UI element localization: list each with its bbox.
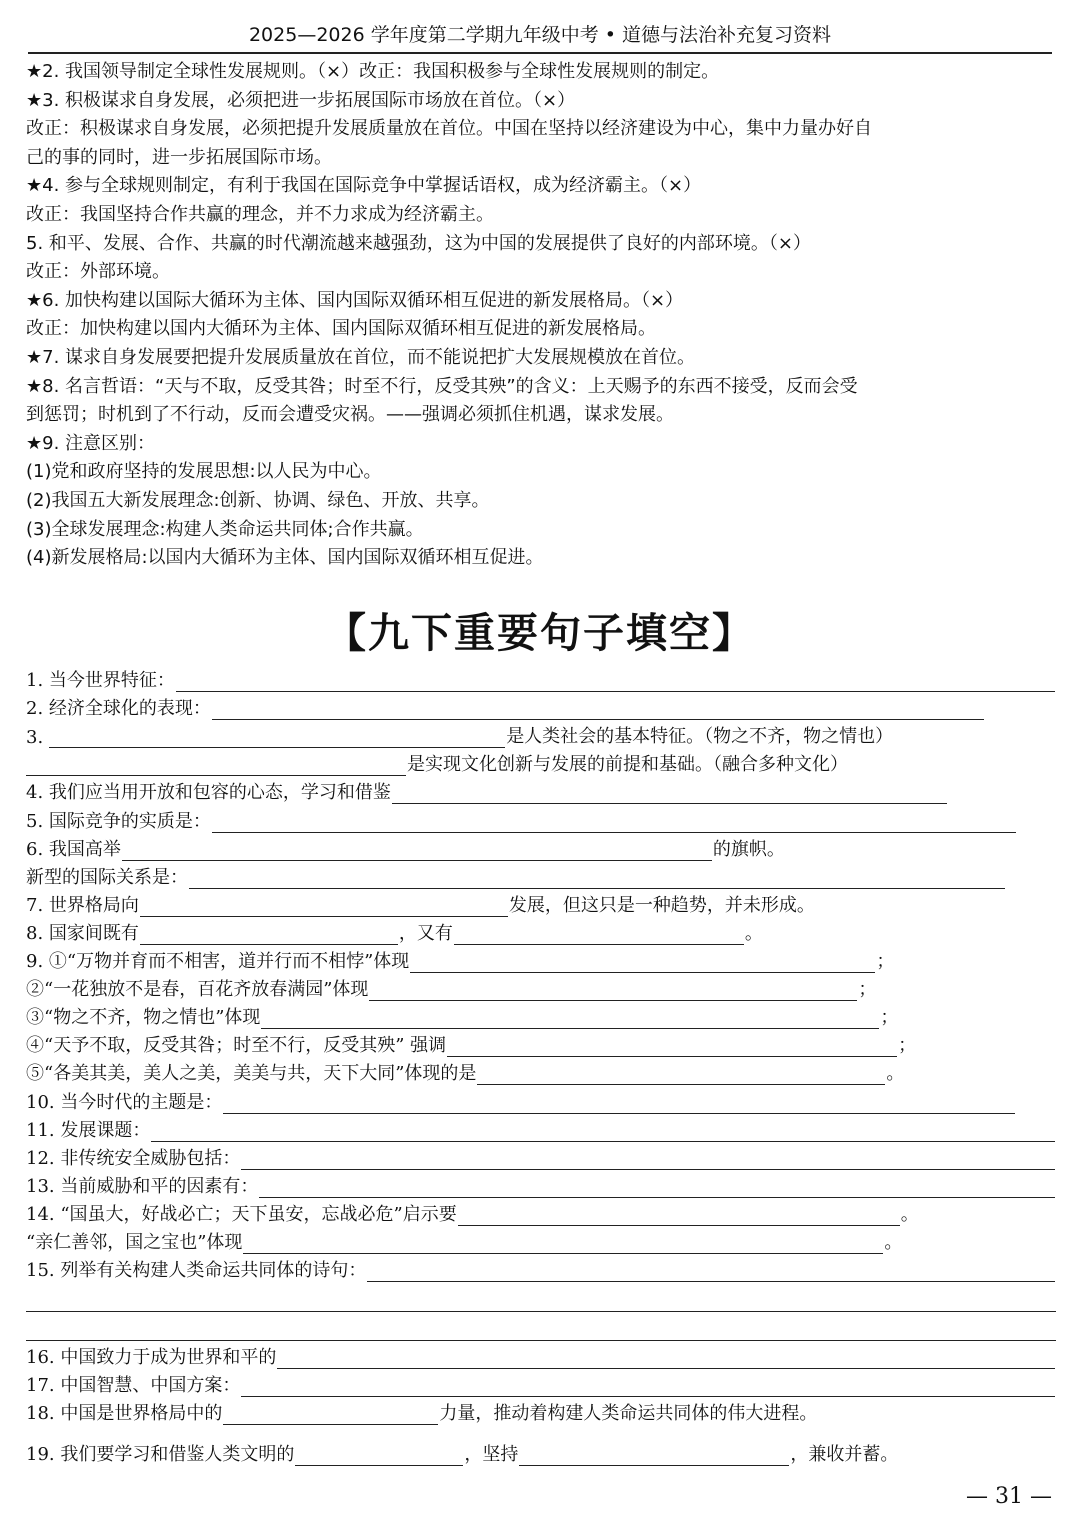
answer-blank[interactable]	[212, 812, 1016, 833]
question-9-1	[26, 945, 1056, 973]
question-18	[26, 1397, 1056, 1425]
answer-blank[interactable]	[212, 699, 984, 720]
question-3	[26, 720, 1056, 748]
question-text: 5. 国际竞争的实质是：	[26, 810, 211, 832]
answer-blank[interactable]	[49, 727, 505, 748]
answer-blank[interactable]	[392, 783, 947, 804]
punctuation: ；	[898, 1035, 917, 1057]
question-text: 9. ①“万物并育而不相害，道并行而不相悖”体现	[26, 951, 410, 973]
question-text: 1. 当今世界特征：	[26, 670, 175, 692]
question-number: 3.	[26, 727, 44, 749]
question-1	[26, 664, 1056, 692]
text-line: (2)我国五大新发展理念:创新、协调、绿色、开放、共享。	[26, 489, 490, 511]
answer-blank[interactable]	[261, 1008, 879, 1029]
question-text: ⑤“各美其美，美人之美，美美与共，天下大同”体现的是	[26, 1063, 477, 1085]
question-text: ，又有	[398, 922, 453, 944]
question-text: ，兼收并蓄。	[790, 1444, 899, 1466]
answer-blank[interactable]	[454, 924, 744, 945]
answer-blank[interactable]	[447, 1036, 897, 1057]
question-text: 19. 我们要学习和借鉴人类文明的	[26, 1444, 295, 1466]
question-text: 力量，推动着构建人类命运共同体的伟大进程。	[439, 1403, 818, 1425]
punctuation: ；	[880, 1007, 899, 1029]
question-10	[26, 1085, 1056, 1113]
question-text: 6. 我国高举	[26, 838, 121, 860]
question-text: 是人类社会的基本特征。（物之不齐，物之情也）	[506, 726, 894, 748]
question-6b	[26, 861, 1056, 889]
answer-blank[interactable]	[140, 896, 508, 917]
punctuation: 。	[900, 1203, 919, 1225]
text-line: 己的事的同时，进一步拓展国际市场。	[26, 146, 332, 168]
question-15	[26, 1254, 1056, 1282]
text-line: ★4. 参与全球规则制定，有利于我国在国际竞争中掌握话语权，成为经济霸主。（×）	[26, 175, 702, 197]
answer-blank[interactable]	[241, 1149, 1055, 1170]
question-text: 4. 我们应当用开放和包容的心态，学习和借鉴	[26, 782, 391, 804]
answer-blank[interactable]	[223, 1404, 438, 1425]
answer-blank[interactable]	[189, 868, 1005, 889]
text-line: ★9. 注意区别：	[26, 432, 156, 454]
question-6	[26, 833, 1056, 861]
question-text: ②“一花独放不是春，百花齐放春满园”体现	[26, 979, 369, 1001]
question-9-3	[26, 1001, 1056, 1029]
review-notes	[26, 58, 1056, 573]
question-text: 10. 当今时代的主题是：	[26, 1091, 223, 1113]
question-16	[26, 1341, 1056, 1369]
answer-blank[interactable]	[140, 924, 398, 945]
question-text: 发展，但这只是一种趋势，并未形成。	[508, 894, 815, 916]
question-11	[26, 1114, 1056, 1142]
header-title: 2025—2026 学年度第二学期九年级中考 • 道德与法治补充复习资料	[248, 24, 832, 46]
question-19	[26, 1425, 1056, 1466]
text-line: ★7. 谋求自身发展要把提升发展质量放在首位，而不能说把扩大发展规模放在首位。	[26, 346, 696, 368]
question-text: ④“天予不取，反受其咎；时至不行，反受其殃” 强调	[26, 1035, 447, 1057]
answer-blank[interactable]	[367, 1261, 1055, 1282]
punctuation: ；	[858, 979, 877, 1001]
answer-blank[interactable]	[259, 1177, 1055, 1198]
question-5	[26, 804, 1056, 832]
answer-blank[interactable]	[277, 1348, 1055, 1369]
question-text: 12. 非传统安全威胁包括：	[26, 1147, 241, 1169]
question-text: 17. 中国智慧、中国方案：	[26, 1375, 241, 1397]
answer-blank[interactable]	[241, 1376, 1055, 1397]
question-4	[26, 776, 1056, 804]
text-line: 改正：加快构建以国内大循环为主体、国内国际双循环相互促进的新发展格局。	[26, 318, 656, 340]
text-line: (3)全球发展理念:构建人类命运共同体;合作共赢。	[26, 518, 424, 540]
question-text: “亲仁善邻，国之宝也”体现	[26, 1231, 243, 1253]
answer-blank[interactable]	[410, 952, 875, 973]
text-line: ★2. 我国领导制定全球性发展规则。（×）改正：我国积极参与全球性发展规则的制定。	[26, 61, 720, 82]
answer-line[interactable]	[26, 1282, 1056, 1312]
question-13	[26, 1170, 1056, 1198]
answer-blank[interactable]	[223, 1093, 1015, 1114]
question-text: 7. 世界格局向	[26, 894, 139, 916]
text-line: 改正：积极谋求自身发展，必须把提升发展质量放在首位。中国在坚持以经济建设为中心，集中力量办好自	[26, 118, 872, 140]
question-9-2	[26, 973, 1056, 1001]
question-text: 是实现文化创新与发展的前提和基础。（融合多种文化）	[407, 754, 848, 776]
punctuation: 。	[886, 1063, 905, 1085]
question-text: 8. 国家间既有	[26, 922, 139, 944]
answer-blank[interactable]	[295, 1445, 463, 1466]
text-line: 到惩罚；时机到了不行动，反而会遭受灾祸。——强调必须抓住机遇，谋求发展。	[26, 404, 674, 426]
answer-blank[interactable]	[243, 1233, 883, 1254]
question-17	[26, 1369, 1056, 1397]
text-line: 改正：外部环境。	[26, 261, 170, 283]
question-8	[26, 917, 1056, 945]
question-3b	[26, 748, 1056, 776]
answer-blank[interactable]	[519, 1445, 789, 1466]
page-number: — 31 —	[966, 1484, 1052, 1509]
text-line: 改正：我国坚持合作共赢的理念，并不力求成为经济霸主。	[26, 203, 494, 225]
answer-line[interactable]	[26, 1312, 1056, 1342]
answer-blank[interactable]	[369, 980, 857, 1001]
punctuation: ；	[876, 951, 895, 973]
answer-blank[interactable]	[176, 671, 1055, 692]
page-header	[28, 18, 1052, 54]
question-2	[26, 692, 1056, 720]
text-line: 5. 和平、发展、合作、共赢的时代潮流越来越强劲，这为中国的发展提供了良好的内部环境。（×）	[26, 232, 811, 254]
question-text: 。	[744, 922, 763, 944]
text-line: ★3. 积极谋求自身发展，必须把进一步拓展国际市场放在首位。（×）	[26, 89, 576, 111]
question-text: ，坚持	[464, 1444, 519, 1466]
question-text: 的旗帜。	[712, 838, 785, 860]
answer-blank[interactable]	[26, 755, 406, 776]
question-text: 13. 当前威胁和平的因素有：	[26, 1175, 259, 1197]
question-7	[26, 889, 1056, 917]
text-line: (1)党和政府坚持的发展思想:以人民为中心。	[26, 461, 382, 483]
question-9-5	[26, 1057, 1056, 1085]
question-text: 2. 经济全球化的表现：	[26, 698, 211, 720]
question-text: 14. “国虽大，好战必亡；天下虽安，忘战必危”启示要	[26, 1203, 457, 1225]
answer-blank[interactable]	[458, 1205, 900, 1226]
question-14b	[26, 1226, 1056, 1254]
question-text: ③“物之不齐，物之情也”体现	[26, 1007, 261, 1029]
answer-blank[interactable]	[151, 1121, 1055, 1142]
question-14	[26, 1198, 1056, 1226]
question-text: 15. 列举有关构建人类命运共同体的诗句：	[26, 1260, 367, 1282]
punctuation: 。	[884, 1231, 903, 1253]
answer-blank[interactable]	[122, 840, 712, 861]
answer-blank[interactable]	[477, 1064, 885, 1085]
question-12	[26, 1142, 1056, 1170]
text-line: ★8. 名言哲语：“天与不取，反受其咎；时至不行，反受其殃”的含义：上天赐予的东西不接受，反而会受	[26, 375, 858, 397]
fill-in-exercise	[26, 664, 1056, 1466]
question-9-4	[26, 1029, 1056, 1057]
question-text: 新型的国际关系是：	[26, 866, 188, 888]
question-text: 11. 发展课题：	[26, 1119, 151, 1141]
text-line: ★6. 加快构建以国际大循环为主体、国内国际双循环相互促进的新发展格局。（×）	[26, 289, 684, 311]
section-title: 【九下重要句子填空】	[325, 609, 755, 657]
text-line: (4)新发展格局:以国内大循环为主体、国内国际双循环相互促进。	[26, 547, 544, 569]
question-text: 16. 中国致力于成为世界和平的	[26, 1347, 277, 1369]
question-text: 18. 中国是世界格局中的	[26, 1403, 223, 1425]
